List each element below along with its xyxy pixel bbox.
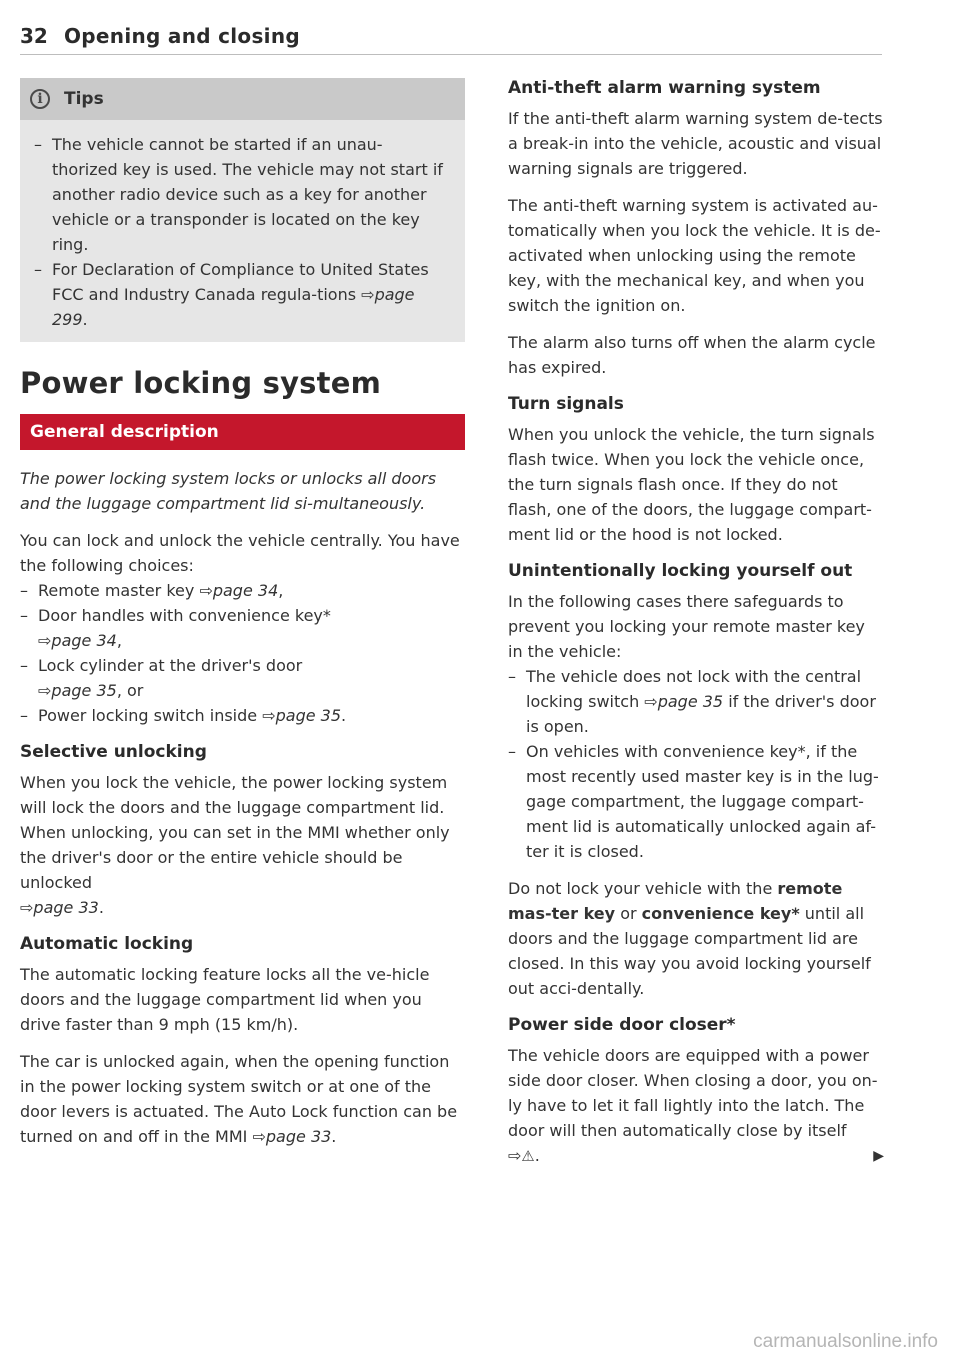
list-item: – Power locking switch inside ⇨page 35. (20, 703, 465, 728)
list-item: – The vehicle does not lock with the central locking switch ⇨page 35 if the driver's door is open. (508, 664, 884, 739)
intro-text: The power locking system locks or unlocks all doors and the luggage compartment lid si-multaneously. (20, 469, 437, 513)
antitheft-text-2: The anti-theft warning system is activated au-tomatically when you lock the vehicle. It is de-activated when unlocking using the remote key, with the mechanical key, and when you switch the ignition on. (508, 196, 881, 315)
section-bar: General description (20, 414, 465, 450)
choices-list (20, 578, 465, 728)
antitheft-text-1: If the anti-theft alarm warning system de-tects a break-in into the vehicle, acoustic and visual warning signals are triggered. (508, 109, 883, 178)
page-header (20, 22, 882, 55)
subheading-unintentional: Unintentionally locking yourself out (508, 561, 853, 581)
tips-title: Tips (64, 89, 104, 109)
page-reference-link[interactable]: ⇨page 35 (262, 706, 342, 725)
unintentional-text-2: Do not lock your vehicle with the remote mas-ter key or convenience key* until all doors and the luggage compartment lid are closed. In this way you avoid locking yourself out acci-dentally. (508, 879, 871, 998)
page-reference-link[interactable]: ⇨page 33 (252, 1127, 332, 1146)
right-column (508, 78, 884, 1169)
tips-item: – For Declaration of Compliance to United States FCC and Industry Canada regula-tions ⇨page 299. (34, 257, 447, 332)
unintentional-text-1: In the following cases there safeguards to prevent you locking your remote master key in the vehicle: (508, 592, 865, 661)
turn-signals-text: When you unlock the vehicle, the turn signals flash twice. When you lock the vehicle once, the turn signals flash once. If they do not flash, one of the doors, the luggage compart-ment lid or the hood is not locked. (508, 425, 875, 544)
safeguards-list (508, 664, 884, 864)
list-item: – Remote master key ⇨page 34, (20, 578, 465, 603)
tips-box (20, 78, 465, 342)
info-icon: i (30, 89, 50, 109)
automatic-text-2: The car is unlocked again, when the opening function in the power locking system switch or at one of the door levers is actuated. The Auto Lock function can be turned on and off in the MMI ⇨page 33. (20, 1052, 458, 1146)
warning-reference-link[interactable]: ⇨⚠ (508, 1146, 535, 1165)
left-column (20, 78, 465, 1149)
subheading-door-closer: Power side door closer* (508, 1015, 736, 1035)
automatic-text-1: The automatic locking feature locks all the ve-hicle doors and the luggage compartment lid when you drive faster than 9 mph (15 km/h). (20, 965, 430, 1034)
list-item: – On vehicles with convenience key*, if the most recently used master key is in the lug-gage compartment, the luggage compart-ment lid is automatically unlocked again af-ter it is closed. (508, 739, 884, 864)
main-heading: Power locking system (20, 366, 381, 400)
page-reference-link[interactable]: ⇨page 299 (52, 285, 415, 329)
list-item: – Door handles with convenience key* ⇨page 34, (20, 603, 465, 653)
subheading-turn-signals: Turn signals (508, 394, 624, 414)
subheading-antitheft: Anti-theft alarm warning system (508, 78, 821, 98)
page-reference-link[interactable]: ⇨page 34 (38, 631, 117, 650)
antitheft-text-3: The alarm also turns off when the alarm cycle has expired. (508, 333, 876, 377)
selective-text: When you lock the vehicle, the power locking system will lock the doors and the luggage compartment lid. When unlocking, you can set in the MMI whether only the driver's door or the entire vehicle should be unlocked ⇨page 33. (20, 773, 450, 917)
page-reference-link[interactable]: ⇨page 35 (644, 692, 724, 711)
list-item: – Lock cylinder at the driver's door ⇨page 35, or (20, 653, 465, 703)
watermark: carmanualsonline.info (753, 1331, 938, 1352)
door-closer-text: The vehicle doors are equipped with a power side door closer. When closing a door, you on-ly have to let it fall lightly into the latch. The door will then automatically close by itself ⇨⚠. ▶ (508, 1043, 884, 1169)
page-reference-link[interactable]: ⇨page 33 (20, 898, 99, 917)
section-title: Opening and closing (64, 24, 300, 48)
tips-header (20, 78, 465, 120)
choices-intro: You can lock and unlock the vehicle centrally. You have the following choices: (20, 531, 460, 575)
page-reference-link[interactable]: ⇨page 34 (199, 581, 279, 600)
page-number: 32 (20, 24, 48, 48)
tips-item: – The vehicle cannot be started if an unau-thorized key is used. The vehicle may not start if another radio device such as a key for another vehicle or a transponder is located on the key ring. (34, 132, 447, 257)
warning-icon: ⚠ (521, 1147, 535, 1165)
subheading-automatic: Automatic locking (20, 934, 194, 954)
subheading-selective: Selective unlocking (20, 742, 207, 762)
page-reference-link[interactable]: ⇨page 35 (38, 681, 117, 700)
continue-arrow-icon: ▶ (873, 1148, 884, 1164)
